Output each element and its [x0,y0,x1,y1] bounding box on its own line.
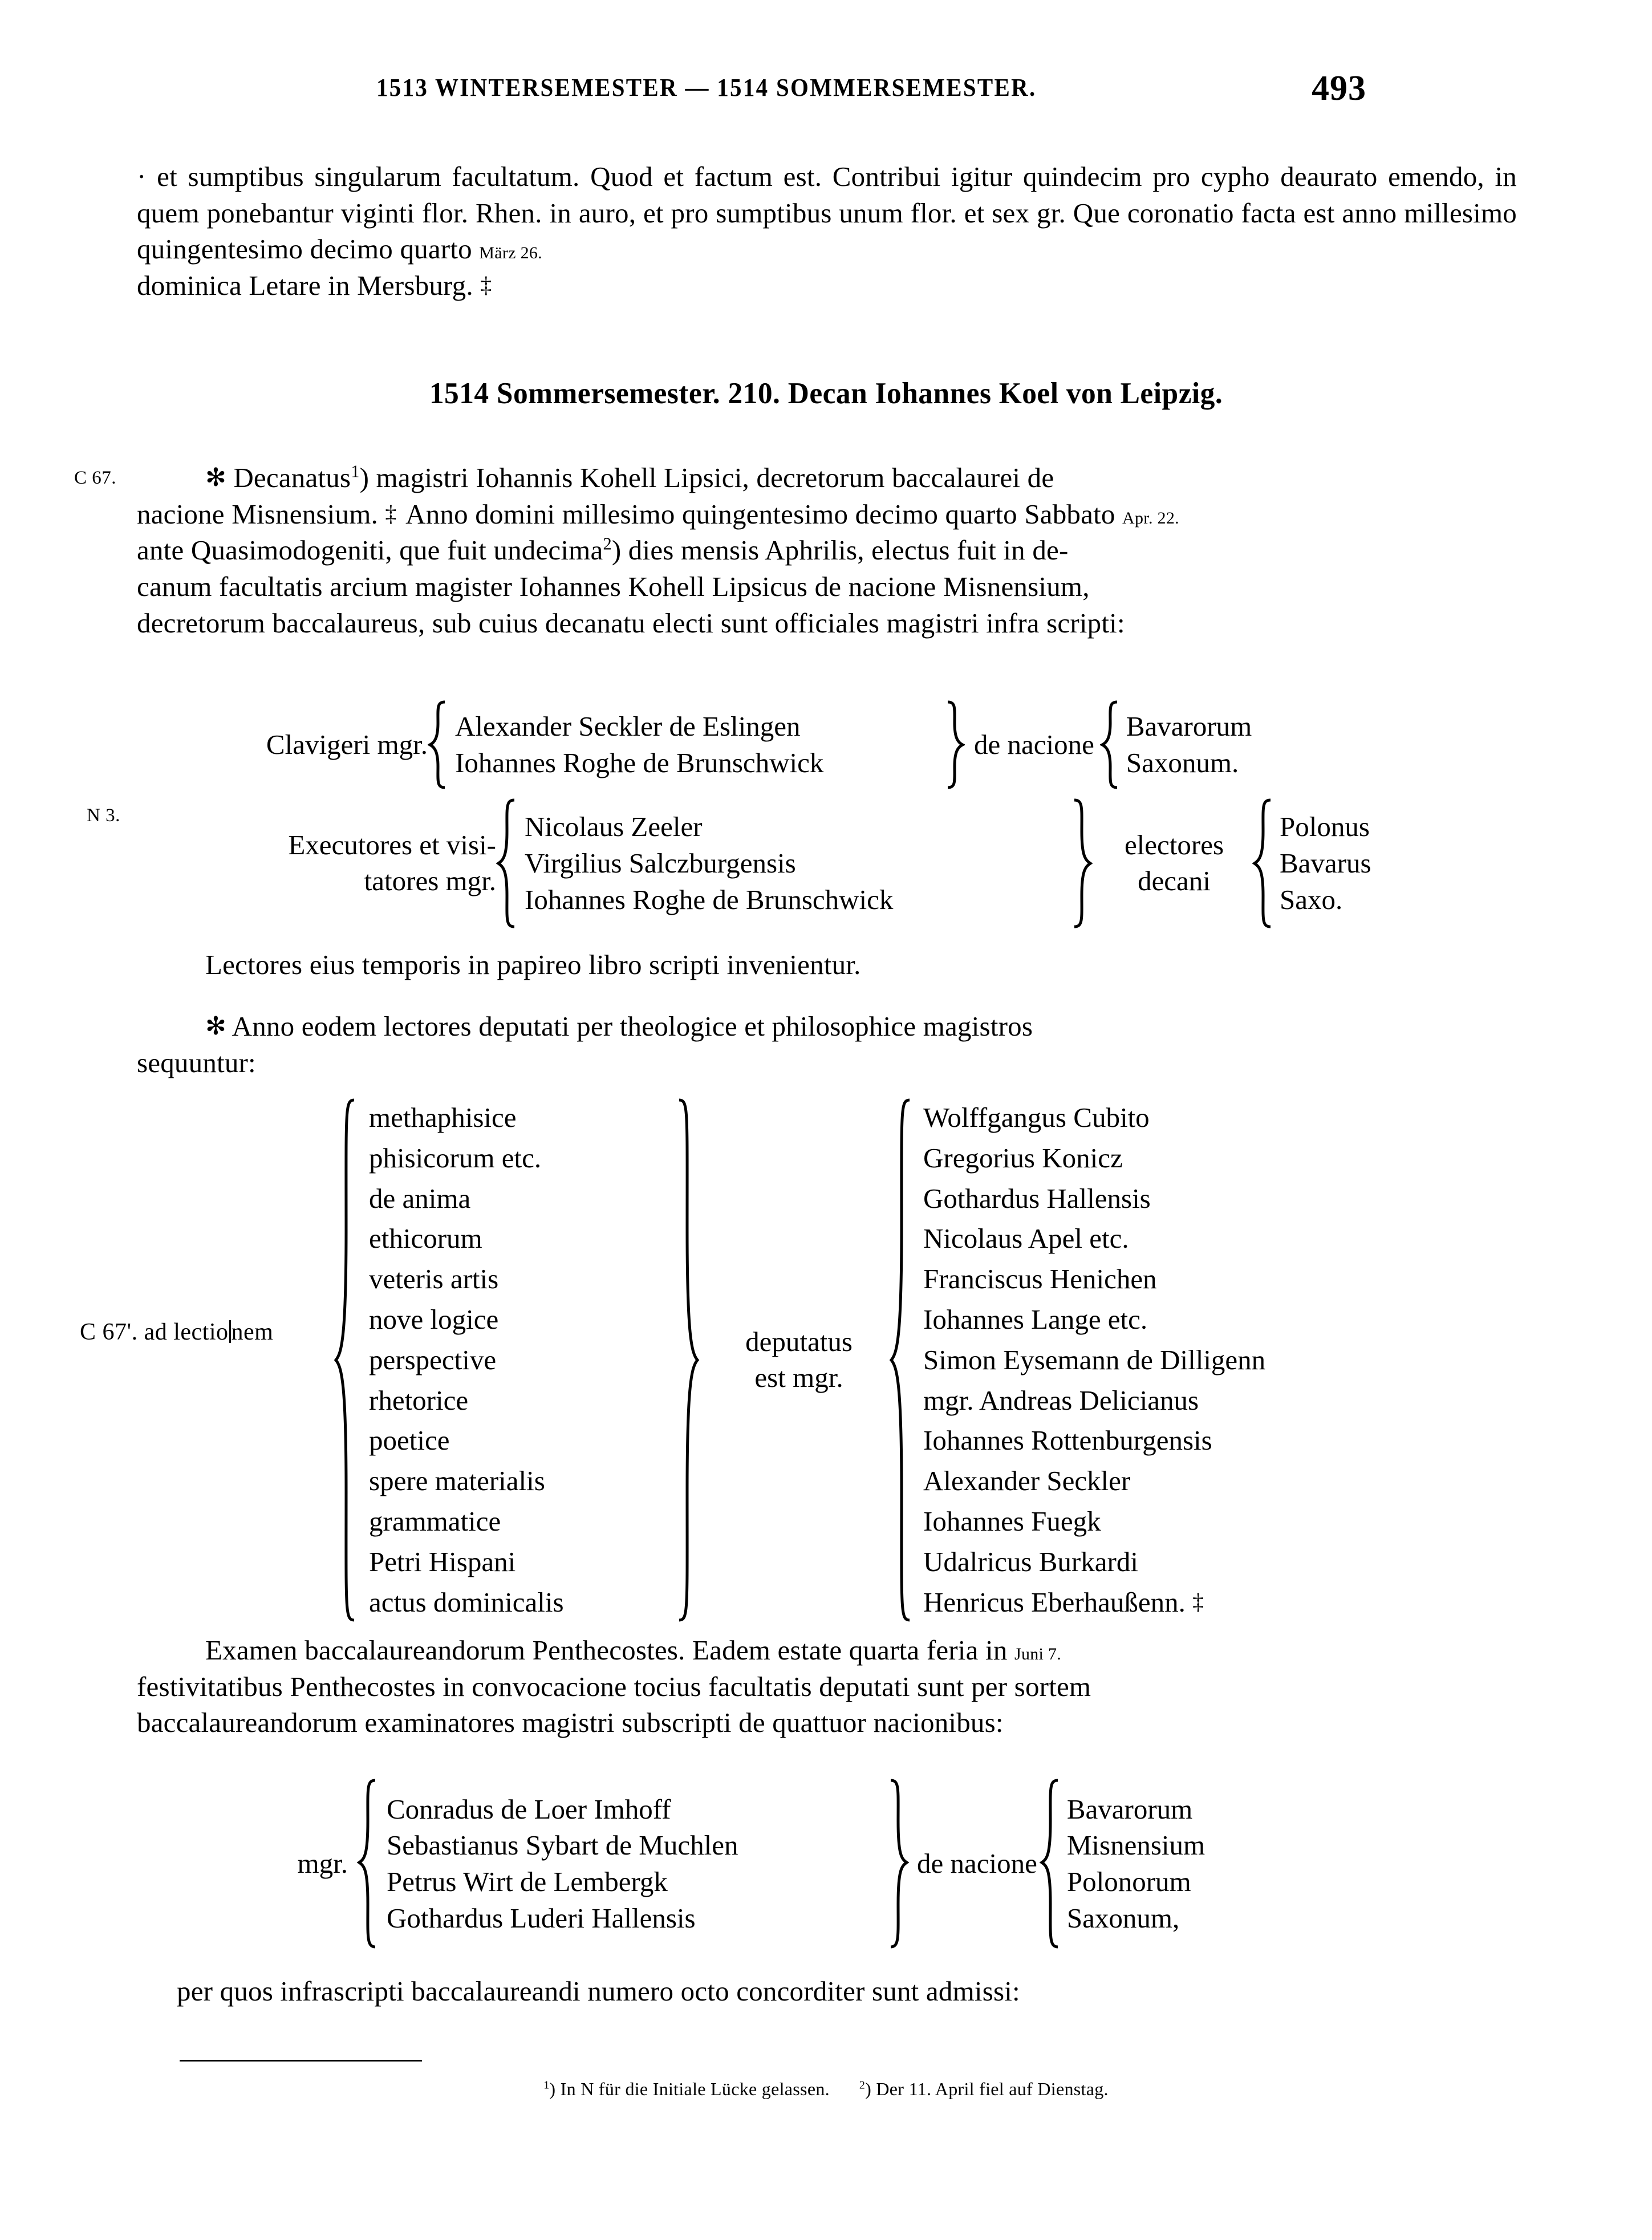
list-item: Iohannes Roghe de Brunschwick [455,747,824,778]
anno-eodem-line1-text: Anno eodem lectores deputati per theologice et philosophice magistros [232,1011,1033,1042]
executores-names [525,809,1072,918]
deputatus-label-line1: deputatus [745,1326,853,1358]
margin-date-maerz: März 26. [479,244,542,263]
page-title: 1514 Sommersemester. 210. Decan Iohannes Koel von Leipzig. [429,377,1223,410]
executores-naciones [1280,809,1371,918]
examinatores-names [387,1791,888,1937]
examen-line-1 [137,1632,1517,1669]
margin-note-c67-prime-pre: C 67'. ad lectio [80,1319,229,1345]
brace-left-open [889,1098,912,1622]
clavigeri-names [455,708,945,781]
list-item: grammatice [369,1505,501,1537]
executores-label [217,827,496,899]
list-item: actus dominicalis [369,1586,564,1618]
list-item [923,1582,1265,1623]
list-item: Iohannes Lange etc. [923,1303,1148,1335]
closing-line-block [177,1973,1557,2010]
list-item: rhetorice [369,1384,469,1416]
page-number: 493 [1312,69,1366,108]
list-item: Saxonum. [1126,747,1239,778]
page-break-bar-icon [229,1320,231,1343]
decanatus-line-4: canum facultatis arcium magister Iohannes Kohell Lipsicus de nacione Misnensium, [137,571,1090,603]
footnote-1-marker: 1 [543,2079,550,2092]
list-item: Iohannes Rottenburgensis [923,1425,1212,1456]
footnote-2-text: ) Der 11. April fiel auf Dienstag. [865,2079,1109,2099]
margin-date-apr: Apr. 22. [1122,508,1179,527]
electores-label-line1: electores [1124,829,1224,861]
executores-electores-label [1103,827,1245,899]
opening-paragraph-tail-text: dominica Letare in Mersburg. [137,270,473,302]
list-item: Iohannes Fuegk [923,1505,1101,1537]
list-item: Franciscus Henichen [923,1263,1157,1295]
decanatus-line3-pre: ante Quasimodogeniti, que fuit undecima [137,534,603,566]
anno-eodem-line-2: sequuntur: [137,1046,256,1078]
list-item: spere materialis [369,1465,545,1497]
footnote-ref-1[interactable]: 1 [351,461,360,481]
list-item: Gothardus Hallensis [923,1182,1151,1214]
decanatus-block [137,460,1517,641]
double-dagger-icon: ‡ [480,272,492,298]
list-item: Saxonum, [1066,1902,1180,1934]
list-item: phisicorum etc. [369,1142,542,1174]
brace-left-open [1252,798,1273,928]
brace-left-open [334,1098,356,1622]
list-item: de anima [369,1182,471,1214]
anno-eodem-line-1: ✻ Anno eodem lectores deputati per theologice et philosophice magistros [205,1011,1033,1042]
examinatores-group [251,1778,1205,1949]
brace-right-close [888,1778,909,1949]
examinatores-label: mgr. [297,1847,348,1879]
decanatus-line-5: decretorum baccalaureus, sub cuius decanatu electi sunt officiales magistri infra scripti: [137,607,1125,639]
brace-left-open [496,798,517,928]
decanatus-line-2 [137,496,1517,533]
list-item: Sebastianus Sybart de Muchlen [387,1829,738,1861]
margin-note-c67-prime [80,1318,273,1346]
lectores-note [137,947,1517,983]
list-item: Wolffgangus Cubito [923,1102,1150,1133]
double-dagger-icon: ‡ [1192,1588,1204,1614]
decanatus-line-1: ✻ Decanatus$^1$) magistri Iohannis Kohell Lipsici, decretorum baccalaurei de [205,461,1054,493]
clavigeri-group [228,700,1252,789]
lectores-note-text: Lectores eius temporis in papireo libro scripti invenientur. [205,949,861,980]
examen-line1-text: Examen baccalaureandorum Penthecostes. Eadem estate quarta feria in [205,1634,1008,1666]
list-item: Petrus Wirt de Lembergk [387,1866,668,1897]
examinatores-de-nacione-label: de nacione [917,1847,1037,1879]
electores-label-line2: decani [1138,865,1211,896]
brace-left-open [1100,700,1119,789]
brace-left-open [357,1778,378,1949]
list-item: poetice [369,1425,450,1456]
list-item: Polonorum [1066,1866,1191,1897]
list-item: Alexander Seckler de Eslingen [455,711,801,742]
opening-paragraph-block [137,159,1517,304]
decanatus-line3-post: ) dies mensis Aphrilis, electus fuit in de- [611,534,1069,566]
opening-paragraph-text: · et sumptibus singularum facultatum. Quod et factum est. Contribui igitur quindecim pro cypho deaurato emendo, in quem ponebantur viginti flor. Rhen. in auro, et pro sumptibus unum flor. et sex gr. Que coronatio facta est anno millesimo quingentesimo decimo quarto [137,161,1517,265]
brace-right-close [1072,798,1093,928]
margin-note-c67: C 67. [74,468,117,488]
double-dagger-icon: ‡ [385,500,397,526]
list-item: Nicolaus Zeeler [525,811,703,843]
anno-eodem-block [137,1008,1517,1081]
executores-group [217,798,1371,928]
decanatus-line2-pre: nacione Misnensium. [137,498,378,530]
examen-block [137,1632,1517,1741]
footnotes [0,2079,1652,2100]
closing-line: per quos infrascripti baccalaureandi numero octo concorditer sunt admissi: [177,1975,1020,2007]
list-item: Bavarorum [1066,1793,1193,1825]
list-item: mgr. Andreas Delicianus [923,1384,1199,1416]
list-item: Udalricus Burkardi [923,1545,1138,1577]
margin-date-juni: Juni 7. [1014,1645,1062,1663]
deputati-subjects [369,1098,608,1622]
opening-paragraph [137,159,1517,267]
margin-note-n3: N 3. [87,805,120,826]
list-item: Bavarus [1280,847,1371,879]
decanatus-line1-post: ) magistri Iohannis Kohell Lipsici, decretorum baccalaurei de [359,462,1054,493]
list-item: Gothardus Luderi Hallensis [387,1902,696,1934]
deputatus-label-line2: est mgr. [754,1362,843,1394]
list-item: Saxo. [1280,883,1343,915]
footnote-ref-2[interactable]: 2 [603,534,612,554]
list-item: Bavarorum [1126,711,1252,742]
list-item: Polonus [1280,811,1370,843]
clavigeri-label: Clavigeri mgr. [266,728,428,760]
list-item: Simon Eysemann de Dilligenn [923,1344,1266,1375]
examen-line-3: baccalaureandorum examinatores magistri subscripti de quattuor nacionibus: [137,1707,1004,1739]
brace-left-open [1040,1778,1060,1949]
footnote-2 [859,2079,1109,2099]
list-item: Petri Hispani [369,1545,516,1577]
clavigeri-de-nacione-label: de nacione [974,728,1094,760]
footnote-1-text: ) In N für die Initiale Lücke gelassen. [549,2079,830,2099]
list-item: methaphisice [369,1102,517,1133]
list-item: Virgilius Salczburgensis [525,847,796,879]
list-item: perspective [369,1344,497,1375]
executores-label-line1: Executores et visi- [288,829,496,861]
list-item: veteris artis [369,1263,499,1295]
list-item: Conradus de Loer Imhoff [387,1793,671,1825]
list-item: Gregorius Konicz [923,1142,1123,1174]
list-item: ethicorum [369,1223,482,1255]
executores-label-line2: tatores mgr. [364,865,496,896]
brace-right-close [945,700,965,789]
decanatus-line1-pre: Decanatus [233,462,351,493]
deputatus-est-mgr-label [713,1324,884,1395]
opening-paragraph-tail [137,267,1517,304]
deputati-group [334,1098,1265,1622]
margin-note-c67-prime-post: nem [231,1319,274,1345]
brace-right-close [677,1098,700,1622]
footnote-separator-rule [180,2060,422,2062]
list-item: Alexander Seckler [923,1465,1131,1497]
list-item: nove logice [369,1303,499,1335]
list-item: Nicolaus Apel etc. [923,1223,1129,1255]
examen-line-2: festivitatibus Penthecostes in convocacione tocius facultatis deputati sunt per sortem [137,1670,1091,1702]
running-head-title: 1513 WINTERSEMESTER — 1514 SOMMERSEMESTER. [376,74,1037,102]
lectores-note-block [137,947,1517,983]
footnote-1 [543,2079,830,2099]
list-item-text: Henricus Eberhaußenn. [923,1586,1186,1618]
decanatus-line2-post: Anno domini millesimo quingentesimo decimo quarto Sabbato [405,498,1115,530]
list-item: Iohannes Roghe de Brunschwick [525,883,894,915]
running-head [0,69,1652,113]
decanatus-line-3 [137,532,1517,569]
list-item: Misnensium [1066,1829,1205,1861]
examinatores-naciones [1067,1791,1205,1937]
brace-left-open [428,700,447,789]
footnote-2-marker: 2 [859,2079,866,2092]
deputati-names [923,1098,1265,1622]
clavigeri-naciones [1126,708,1252,781]
